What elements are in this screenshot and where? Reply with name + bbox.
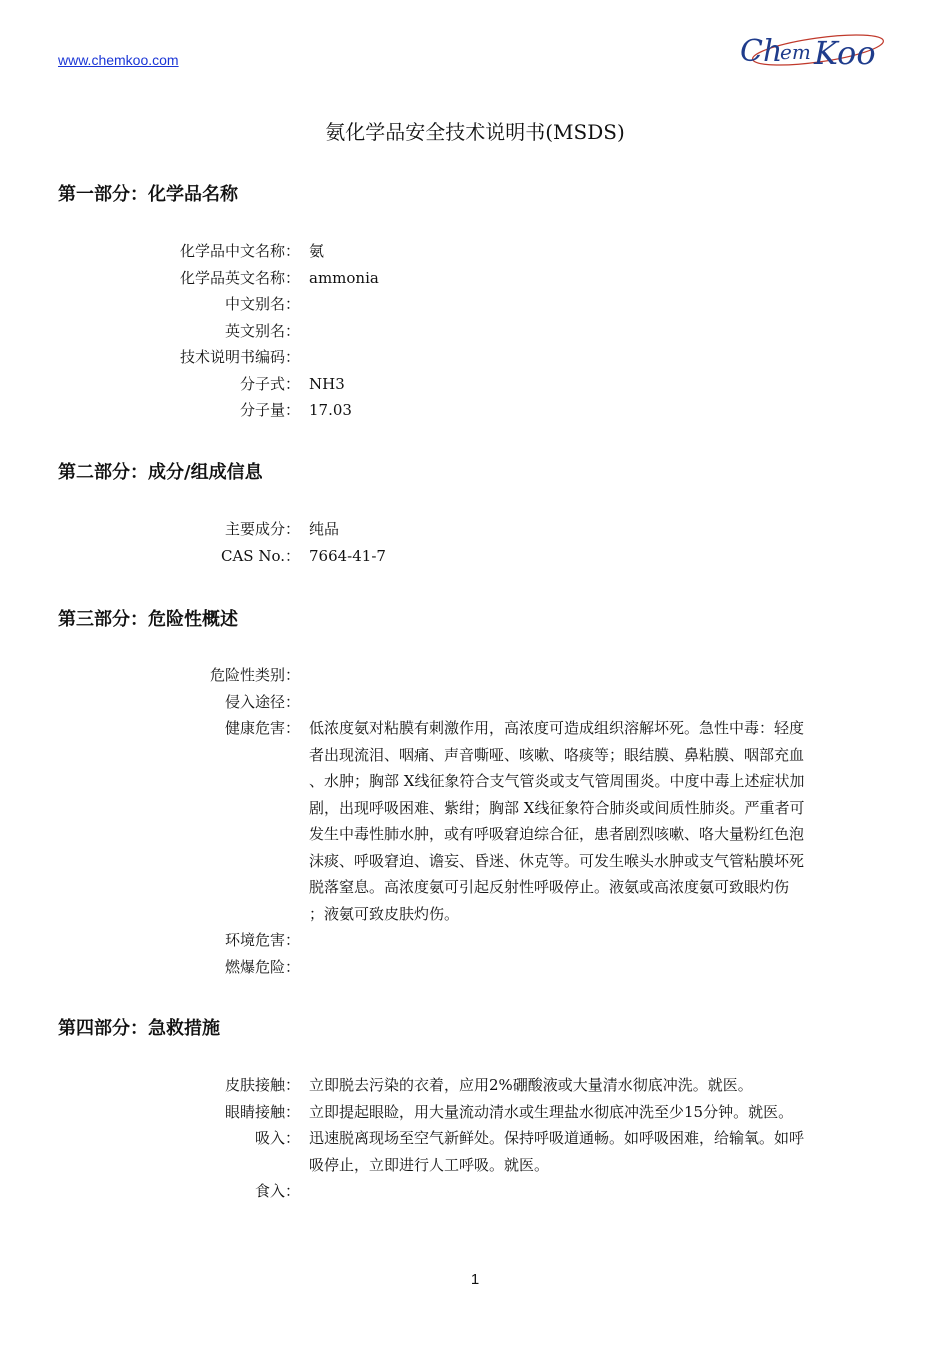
section-heading: 第四部分：急救措施 — [58, 1018, 220, 1039]
field-value-line: ；液氨可致皮肤灼伤。 — [309, 904, 460, 923]
field-label: 分子式： — [239, 374, 300, 393]
field-value-line: 立即提起眼睑，用大量流动清水或生理盐水彻底冲洗至少15分钟。就医。 — [309, 1102, 794, 1121]
chemkoo-logo — [738, 26, 888, 72]
site-url-link[interactable]: www.chemkoo.com — [58, 52, 179, 68]
field-value-line: 吸停止，立即进行人工呼吸。就医。 — [309, 1155, 550, 1174]
field-value-line: 纯品 — [309, 520, 340, 538]
field-label: 眼睛接触： — [224, 1102, 300, 1121]
svg-text:em: em — [780, 40, 811, 64]
svg-text:Ch: Ch — [740, 34, 783, 69]
field-value-line: 17.03 — [309, 401, 352, 419]
field-value-line: ammonia — [309, 268, 379, 287]
field-value-line: 立即脱去污染的衣着，应用2%硼酸液或大量清水彻底冲洗。就医。 — [309, 1076, 753, 1094]
section-heading: 第三部分：危险性概述 — [58, 609, 238, 630]
field-label: 食入： — [254, 1182, 300, 1200]
section-heading: 第二部分：成分/组成信息 — [58, 462, 263, 483]
field-label: 侵入途径： — [224, 692, 300, 711]
field-label: CAS No.： — [220, 546, 300, 565]
field-value-line: NH3 — [309, 374, 345, 393]
svg-text:Koo: Koo — [814, 34, 876, 72]
field-label: 燃爆危险： — [224, 957, 300, 976]
field-label: 健康危害： — [224, 719, 300, 737]
field-label: 主要成分： — [224, 520, 300, 538]
field-value-line: 沫痰、呼吸窘迫、谵妄、昏迷、休克等。可发生喉头水肿或支气管粘膜坏死 — [309, 851, 805, 870]
section-heading: 第一部分：化学品名称 — [58, 184, 238, 205]
document-title: 氨化学品安全技术说明书(MSDS) — [325, 120, 625, 144]
field-value-line: 脱落窒息。高浓度氨可引起反射性呼吸停止。液氨或高浓度氨可致眼灼伤 — [309, 878, 790, 896]
field-value-line: 氨 — [309, 242, 325, 260]
field-value-line: 低浓度氨对粘膜有刺激作用，高浓度可造成组织溶解坏死。急性中毒：轻度 — [309, 719, 805, 737]
field-label: 化学品英文名称： — [179, 268, 300, 287]
field-label: 中文别名： — [224, 295, 300, 313]
field-label: 吸入： — [254, 1129, 300, 1147]
field-label: 环境危害： — [224, 931, 300, 949]
page-number: 1 — [470, 1271, 480, 1288]
field-label: 分子量： — [239, 401, 300, 419]
field-value-line: 迅速脱离现场至空气新鲜处。保持呼吸道通畅。如呼吸困难，给输氧。如呼 — [309, 1129, 805, 1147]
field-label: 危险性类别： — [209, 666, 300, 684]
field-value-line: 剧，出现呼吸困难、紫绀；胸部 X线征象符合肺炎或间质性肺炎。严重者可 — [309, 798, 805, 817]
field-label: 英文别名： — [224, 321, 300, 340]
field-label: 化学品中文名称： — [179, 242, 300, 260]
field-value-line: 发生中毒性肺水肿，或有呼吸窘迫综合征，患者剧烈咳嗽、咯大量粉红色泡 — [309, 825, 805, 843]
field-label: 皮肤接触： — [224, 1076, 300, 1094]
field-label: 技术说明书编码： — [179, 348, 300, 366]
field-value-line: 7664-41-7 — [309, 546, 386, 565]
field-value-line: 、水肿；胸部 X线征象符合支气管炎或支气管周围炎。中度中毒上述症状加 — [309, 772, 805, 790]
field-value-line: 者出现流泪、咽痛、声音嘶哑、咳嗽、咯痰等；眼结膜、鼻粘膜、咽部充血 — [309, 745, 805, 764]
